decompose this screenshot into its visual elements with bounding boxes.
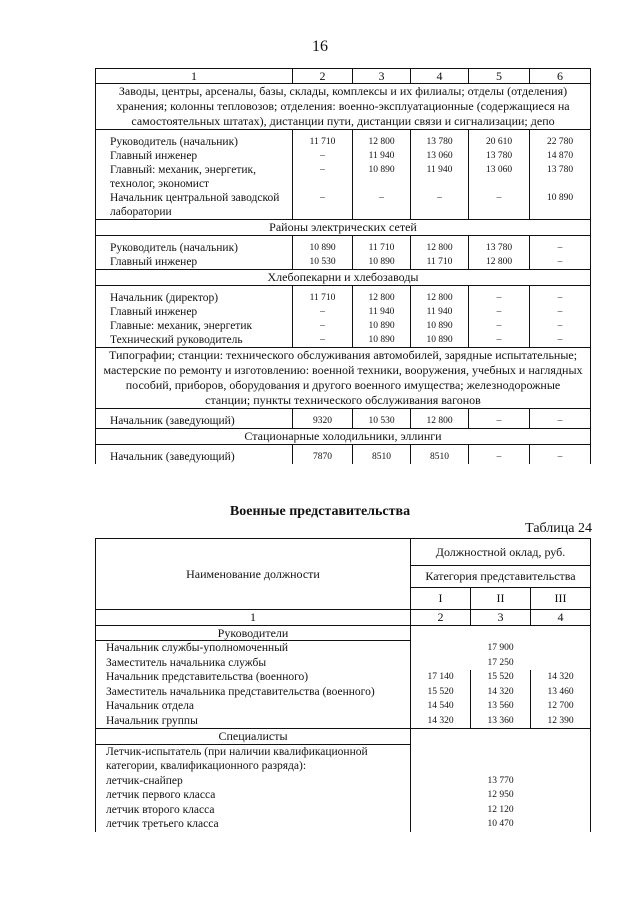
salary-value: 11 710 [411, 255, 469, 270]
salary-value: 11 940 [353, 305, 411, 319]
salary-value: 17 140 [411, 670, 471, 685]
salary-value: – [530, 333, 591, 348]
salary-value: 13 060 [469, 163, 530, 191]
salary-value: – [530, 450, 591, 464]
salary-value: – [530, 319, 591, 333]
salary-value: 13 780 [530, 163, 591, 191]
salary-value: 17 250 [411, 656, 591, 671]
salary-value: – [469, 305, 530, 319]
page-number: 16 [312, 38, 328, 55]
salary-value: 14 320 [531, 670, 591, 685]
position-name: Начальник (заведующий) [96, 414, 293, 429]
table-row [96, 670, 591, 685]
table-row [96, 241, 591, 255]
salary-value: – [530, 241, 591, 255]
table-row [96, 699, 591, 714]
salary-value: – [293, 191, 353, 220]
col-number: 2 [411, 610, 471, 626]
salary-value: 10 890 [353, 163, 411, 191]
section-header-row [96, 270, 591, 286]
category-iii: III [531, 588, 591, 610]
salary-value: 11 710 [293, 291, 353, 305]
salary-value: 8510 [411, 450, 469, 464]
table-row [96, 135, 591, 149]
salary-value: 14 320 [411, 714, 471, 729]
table-row [96, 163, 591, 191]
col-number: 6 [530, 69, 591, 84]
table-row [96, 414, 591, 429]
salary-value: – [293, 333, 353, 348]
military-representation-table [95, 538, 591, 832]
section-header-row [96, 84, 591, 130]
section-header-row [96, 729, 591, 745]
position-name: летчик второго класса [96, 803, 411, 818]
position-name: Заместитель начальника службы [96, 656, 411, 671]
position-name: Начальник (директор) [96, 291, 293, 305]
salary-value: – [530, 414, 591, 429]
category-header: Категория представительства [411, 566, 591, 588]
salary-value: 10 530 [353, 414, 411, 429]
position-name: Главный инженер [96, 255, 293, 270]
section-title: Хлебопекарни и хлебозаводы [96, 270, 591, 286]
table-row [96, 714, 591, 729]
salary-value: 14 320 [471, 685, 531, 700]
salary-value: – [353, 191, 411, 220]
salary-value: 12 800 [353, 291, 411, 305]
salary-value: 15 520 [411, 685, 471, 700]
salary-value: – [293, 319, 353, 333]
salary-value: 12 800 [469, 255, 530, 270]
salary-value: – [530, 291, 591, 305]
salary-value: – [411, 191, 469, 220]
salary-value: – [293, 305, 353, 319]
table-row [96, 656, 591, 671]
salary-value: 10 470 [411, 817, 591, 832]
position-name: летчик первого класса [96, 788, 411, 803]
salary-value: 12 950 [411, 788, 591, 803]
table-row [96, 803, 591, 818]
salary-value: 10 890 [530, 191, 591, 220]
salary-value: 9320 [293, 414, 353, 429]
table-caption: Таблица 24 [525, 521, 592, 536]
table-row [96, 291, 591, 305]
salary-value: 10 890 [353, 319, 411, 333]
salary-value: 11 940 [411, 305, 469, 319]
salary-value: – [293, 149, 353, 163]
position-name: летчик-снайпер [96, 774, 411, 789]
salary-value: 12 800 [353, 135, 411, 149]
salary-value: 12 390 [531, 714, 591, 729]
col-number: 5 [469, 69, 530, 84]
salary-value: – [469, 333, 530, 348]
salary-value: 12 120 [411, 803, 591, 818]
salary-value: – [469, 450, 530, 464]
salary-value: 12 800 [411, 241, 469, 255]
salary-value: – [293, 163, 353, 191]
salary-value: – [469, 291, 530, 305]
salary-value: 12 800 [411, 414, 469, 429]
position-name: Начальник группы [96, 714, 411, 729]
position-name-header: Наименование должности [96, 539, 411, 610]
section-header-row [96, 348, 591, 409]
salary-value: 13 360 [471, 714, 531, 729]
salary-value: – [530, 255, 591, 270]
salary-value: 13 060 [411, 149, 469, 163]
table-row [96, 191, 591, 220]
salary-value: 10 890 [293, 241, 353, 255]
salary-value: 10 530 [293, 255, 353, 270]
salary-value: 10 890 [353, 255, 411, 270]
col-number: 3 [353, 69, 411, 84]
salary-value: 14 870 [530, 149, 591, 163]
salary-value: 22 780 [530, 135, 591, 149]
salary-value: – [469, 319, 530, 333]
salary-value: 17 900 [411, 641, 591, 656]
category-ii: II [471, 588, 531, 610]
value-column-area [411, 744, 591, 774]
table-row [96, 450, 591, 464]
value-column-area [411, 729, 591, 745]
column-numbering-row [96, 69, 591, 84]
table-row [96, 319, 591, 333]
salary-value: 13 770 [411, 774, 591, 789]
category-i: I [411, 588, 471, 610]
position-name: Начальник службы-уполномоченный [96, 641, 411, 656]
salary-value: 12 800 [411, 291, 469, 305]
col-number: 1 [96, 610, 411, 626]
salary-value: 13 780 [469, 149, 530, 163]
salary-value: 11 710 [353, 241, 411, 255]
value-column-area [411, 625, 591, 641]
table-row [96, 149, 591, 163]
section-title: Типографии; станции: технического обслуживания автомобилей, зарядные испытательные; мастерские по ремонту и изготовлению: военной техники, вооружения, учебных и наглядных пособий, приборов, оборудования и другого военного имущества; железнодорожные станции; пункты технического обслуживания вагонов [96, 348, 591, 409]
table1-body [96, 84, 591, 465]
position-name: Начальник (заведующий) [96, 450, 293, 464]
intro-row [96, 744, 591, 774]
salary-value: – [530, 305, 591, 319]
col-number: 1 [96, 69, 293, 84]
salary-value: 11 710 [293, 135, 353, 149]
salary-value: – [469, 414, 530, 429]
position-name: летчик третьего класса [96, 817, 411, 832]
table-row [96, 333, 591, 348]
position-name: Начальник представительства (военного) [96, 670, 411, 685]
salary-value: 7870 [293, 450, 353, 464]
salary-value: 13 780 [469, 241, 530, 255]
section-header-row [96, 625, 591, 641]
position-name: Главный инженер [96, 305, 293, 319]
table-row [96, 817, 591, 832]
salary-value: 12 700 [531, 699, 591, 714]
section-title: Руководители [96, 625, 411, 641]
salary-value: 8510 [353, 450, 411, 464]
salary-value: 13 560 [471, 699, 531, 714]
position-name: Главный инженер [96, 149, 293, 163]
section-title: Заводы, центры, арсеналы, базы, склады, комплексы и их филиалы; отделы (отделения) хранения; колонны тепловозов; отделения: военно-эксплуатационные (содержащиеся на самостоятельных штатах), дистанции пути, дистанции связи и сигнализации; депо [96, 84, 591, 130]
position-name: Главные: механик, энергетик [96, 319, 293, 333]
position-name: Руководитель (начальник) [96, 135, 293, 149]
position-name: Начальник центральной заводской лаборатории [96, 191, 293, 220]
salary-value: 14 540 [411, 699, 471, 714]
position-name: Руководитель (начальник) [96, 241, 293, 255]
table-row [96, 641, 591, 656]
table2-body [96, 625, 591, 832]
salary-value: 10 890 [411, 333, 469, 348]
salary-value: 20 610 [469, 135, 530, 149]
salary-value: 10 890 [411, 319, 469, 333]
salary-value: 11 940 [353, 149, 411, 163]
position-group-label: Летчик-испытатель (при наличии квалификационной категории, квалификационного разряда): [96, 744, 411, 774]
salary-value: 13 780 [411, 135, 469, 149]
section-title: Районы электрических сетей [96, 220, 591, 236]
table-row [96, 788, 591, 803]
salary-value: – [469, 191, 530, 220]
salary-header: Должностной оклад, руб. [411, 539, 591, 566]
col-number: 3 [471, 610, 531, 626]
position-name: Начальник отдела [96, 699, 411, 714]
section-header-row [96, 220, 591, 236]
col-number: 4 [531, 610, 591, 626]
table-row [96, 255, 591, 270]
table-row [96, 305, 591, 319]
position-name: Заместитель начальника представительства (военного) [96, 685, 411, 700]
section-title: Военные представительства [229, 504, 411, 519]
salary-value: 11 940 [411, 163, 469, 191]
salary-value: 10 890 [353, 333, 411, 348]
salary-value: 15 520 [471, 670, 531, 685]
section-title: Стационарные холодильники, эллинги [96, 429, 591, 445]
salary-value: 13 460 [531, 685, 591, 700]
section-title: Специалисты [96, 729, 411, 745]
salary-table-continued [95, 68, 591, 464]
table-row [96, 685, 591, 700]
table-row [96, 774, 591, 789]
section-header-row [96, 429, 591, 445]
col-number: 4 [411, 69, 469, 84]
position-name: Главный: механик, энергетик, технолог, экономист [96, 163, 293, 191]
position-name: Технический руководитель [96, 333, 293, 348]
col-number: 2 [293, 69, 353, 84]
